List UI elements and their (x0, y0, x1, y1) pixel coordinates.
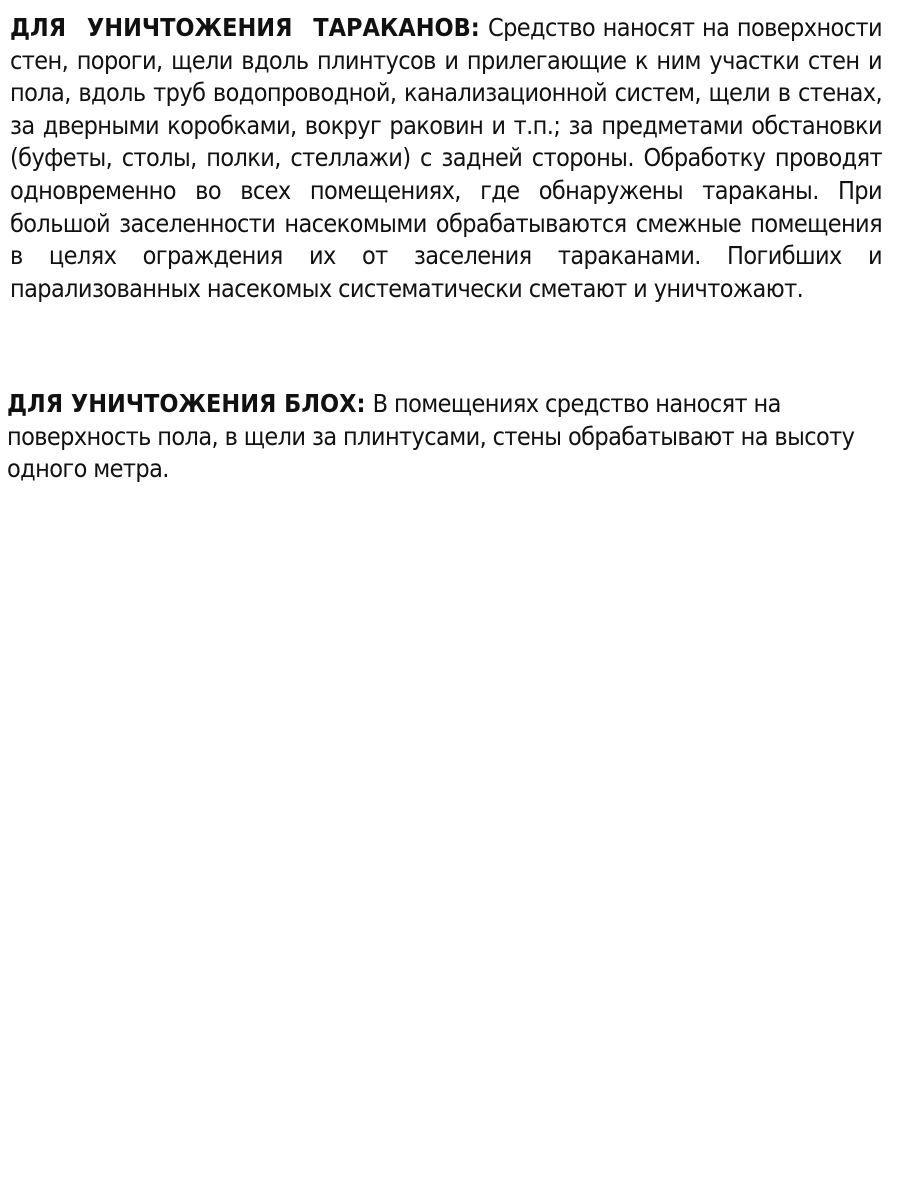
cockroach-instructions-paragraph (10, 12, 882, 305)
flea-instructions-heading: ДЛЯ УНИЧТОЖЕНИЯ БЛОХ: (7, 389, 366, 418)
flea-instructions-paragraph (7, 388, 877, 486)
flea-instructions-text: В помещениях средство наносят на поверхность пола, в щели за плинтусами, стены обрабатывают на высоту одного метра. (7, 389, 855, 484)
cockroach-instructions-heading: ДЛЯ УНИЧТОЖЕНИЯ ТАРАКАНОВ: (10, 13, 480, 42)
cockroach-instructions-text: Средство наносят на поверхности стен, пороги, щели вдоль плинтусов и прилегающие к ним участки стен и пола, вдоль труб водопроводной, канализационной систем, щели в стенах, за дверными коробками, вокруг раковин и т.п.; за предметами обстановки (буфеты, столы, полки, стеллажи) с задней стороны. Обработку проводят одновременно во всех помещениях, где обнаружены тараканы. При большой заселенности насекомыми обрабатываются смежные помещения в целях ограждения их от заселения тараканами. Погибших и парализованных насекомых систематически сметают и уничтожают. (10, 13, 882, 303)
